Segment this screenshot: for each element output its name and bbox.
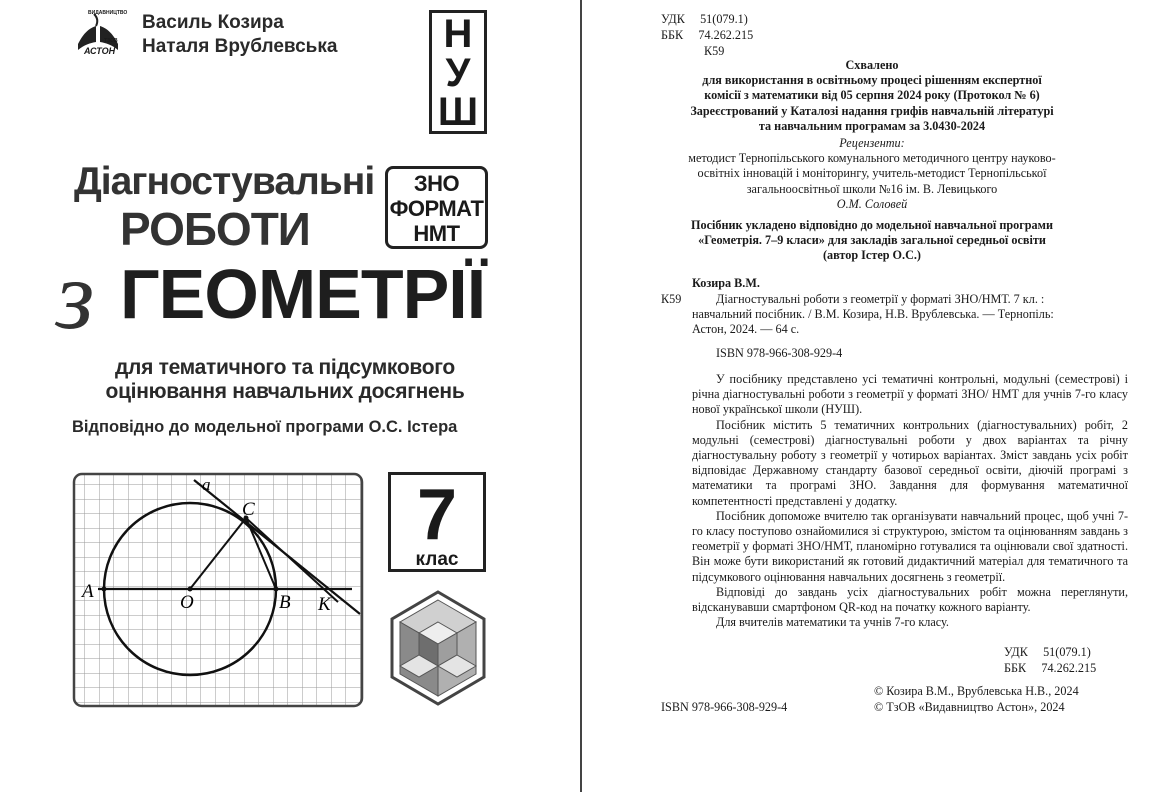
reviewer-line-1: методист Тернопільського комунального методичного центру науково- [688, 151, 1056, 166]
program-line-1: Посібник укладено відповідно до модельної навчальної програми [691, 218, 1053, 232]
point-b [274, 587, 279, 592]
label-b: B [279, 592, 291, 613]
approved-title: Схвалено [845, 58, 899, 72]
author-1: Василь Козира [142, 12, 284, 33]
udk-top: УДК 51(079.1) [661, 12, 748, 26]
annotation-block [692, 372, 1128, 630]
label-a: A [82, 581, 94, 602]
label-c: C [242, 499, 255, 520]
program-note: Відповідно до модельної програми О.С. Істера [72, 418, 458, 436]
format-badge [385, 166, 488, 249]
nush-letter-u: У [445, 51, 471, 95]
isometric-cubes-icon [388, 590, 488, 706]
book-cover [0, 0, 580, 792]
approval-block [626, 58, 1118, 134]
annotation-paragraph-3: Посібник допоможе вчителю так організувати навчальний процес, щоб учні 7-го класу поступово ознайомилися зі структурою, змістом та оцінюванням завдань з геометрії у форматі ЗНО/НМТ, планомірно готувалися та оцінювали свої здатності. Він може бути використаний як готовий дидактичний матеріал для тематичного та підсумкового оцінювання навчальних досягнень з геометрії. [692, 508, 1128, 584]
nush-badge [429, 10, 487, 134]
format-badge-zno: ЗНО [413, 171, 460, 196]
program-line-2: «Геометрія. 7–9 класи» для закладів загальної середньої освіти [698, 233, 1046, 248]
bbk-bottom: ББК 74.262.215 [1004, 661, 1097, 675]
label-o: O [180, 592, 194, 613]
approved-line-2: комісії з математики від 05 серпня 2024 року (Протокол № 6) [704, 88, 1040, 103]
code-top: К59 [704, 44, 725, 58]
title-line-3: ГЕОМЕТРІЇ [120, 255, 486, 333]
nush-letter-sh: Ш [437, 90, 479, 134]
audience-line: Для вчителів математики та учнів 7-го класу. [716, 615, 949, 630]
reviewer-line-2: освітніх інновацій і моніторингу, учитель-методист Тернопільської [697, 166, 1047, 181]
author-heading: Козира В.М. [692, 276, 760, 290]
label-k: K [318, 594, 331, 615]
bbk-top: ББК 74.262.215 [661, 28, 754, 42]
point-o [188, 587, 193, 592]
point-a [102, 587, 107, 592]
title-line-1: Діагностувальні [74, 160, 375, 203]
geometry-diagram [70, 470, 366, 710]
grade-number: 7 [416, 475, 458, 555]
imprint-page [582, 0, 1176, 792]
biblio-entry [692, 292, 1128, 338]
publisher-logo [74, 10, 128, 56]
title-prefix: з [56, 242, 95, 350]
approved-line-4: та навчальним програмам за 3.0430-2024 [758, 118, 986, 133]
reviewers-label: Рецензенти: [839, 136, 905, 150]
udk-bottom: УДК 51(079.1) [1004, 645, 1091, 659]
biblio-code: К59 [661, 292, 682, 306]
approved-line-1: для використання в освітньому процесі рішенням експертної [702, 73, 1042, 88]
reviewer-line-3: загальноосвітньої школи №16 ім. В. Левицького [746, 181, 998, 196]
publisher-mid-text: ТЗОВ [104, 38, 118, 44]
publisher-name: АСТОН [84, 46, 116, 56]
annotation-paragraph-1: У посібнику представлено усі тематичні контрольні, модульні (семестрові) і річна діагностувальні роботи з геометрії у форматі ЗНО/ НМТ для учнів 7-го класу нової української школи (НУШ). [692, 372, 1128, 417]
nush-letter-n: Н [443, 12, 473, 56]
grade-badge [388, 472, 486, 572]
copyright-1: © Козира В.М., Врублевська Н.В., 2024 [874, 684, 1079, 698]
label-a-line: a [202, 475, 211, 494]
subtitle-line-2: оцінювання навчальних досягнень [105, 380, 465, 403]
format-badge-format: ФОРМАТ [389, 196, 484, 221]
reviewer-name: О.М. Соловей [836, 196, 908, 211]
reviewers-block [626, 136, 1118, 212]
approved-line-3: Зареєстрований у Каталозі надання грифів навчальній літературі [690, 103, 1054, 118]
annotation-paragraph-2: Посібник містить 5 тематичних контрольних (діагностувальних) робіт, 2 модульні (семестрові) діагностувальні роботи у двох варіантах та річну діагностувальну роботу з геометрії у чотирьох варіантах. Зміст завдань усіх робіт відповідає Державному стандарту базової середньої освіти, діючій програмі з математики та програмі ЗНО. Завдання для формування математичної компетентності представлені у додатку. [692, 417, 1128, 508]
grade-label: клас [415, 549, 459, 570]
biblio-line-3: Астон, 2024. — 64 с. [692, 322, 800, 337]
copyright-2: © ТзОВ «Видавництво Астон», 2024 [874, 700, 1065, 714]
biblio-line-1: Діагностувальні роботи з геометрії у форматі ЗНО/НМТ. 7 кл. : [716, 292, 1045, 306]
annotation-paragraph-4: Відповіді до завдань усіх діагностувальних робіт можна переглянути, відсканувавши смартфоном QR-код на початку кожного варіанту. [692, 584, 1128, 615]
subtitle-line-1: для тематичного та підсумкового [115, 356, 455, 379]
format-badge-nmt: НМТ [413, 221, 460, 246]
isbn-main: ISBN 978-966-308-929-4 [716, 346, 843, 360]
author-2: Наталя Врублевська [142, 36, 338, 57]
isbn-bottom: ISBN 978-966-308-929-4 [661, 700, 788, 714]
program-line-3: (автор Істер О.С.) [823, 248, 921, 263]
biblio-line-2: навчальний посібник. / В.М. Козира, Н.В. Врублевська. — Тернопіль: [692, 307, 1054, 322]
program-block [626, 218, 1118, 264]
title-line-2: РОБОТИ [120, 203, 310, 255]
publisher-top-text: ВИДАВНИЦТВО [88, 10, 128, 16]
